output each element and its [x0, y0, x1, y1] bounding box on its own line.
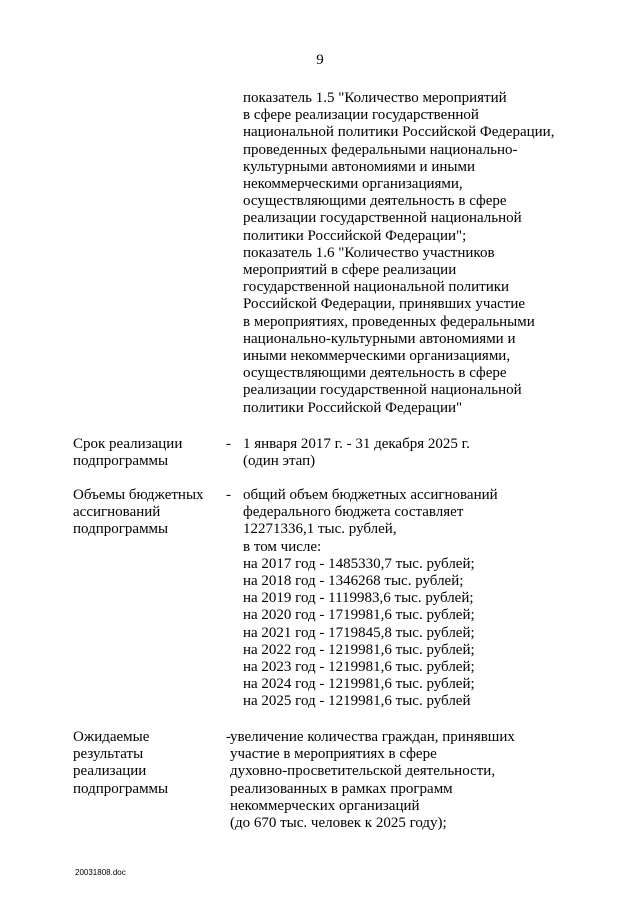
separator-dash: -	[226, 436, 231, 452]
indicators-text	[243, 90, 554, 417]
value-line: (один этап)	[243, 453, 316, 470]
indicators-line: реализации государственной национальной	[243, 210, 522, 227]
value-line: увеличение количества граждан, принявших	[230, 729, 515, 745]
budget-year-line: на 2019 год - 1119983,6 тыс. рублей;	[243, 590, 474, 607]
indicators-line: Российской Федерации, принявших участие	[243, 296, 526, 313]
section-value	[243, 487, 498, 711]
budget-year-line: на 2021 год - 1719845,8 тыс. рублей;	[243, 624, 475, 641]
indicators-line: государственной национальной политики	[243, 279, 510, 296]
section-label	[73, 487, 204, 539]
indicators-line: политики Российской Федерации";	[243, 227, 467, 244]
label-line: Ожидаемые	[73, 729, 150, 745]
indicators-line: показатель 1.6 "Количество участников	[243, 244, 495, 261]
budget-year-line: на 2024 год - 1219981,6 тыс. рублей;	[243, 676, 475, 693]
indicators-line: в мероприятиях, проведенных федеральными	[243, 313, 535, 330]
label-line: подпрограммы	[73, 453, 169, 470]
section-label	[73, 729, 168, 798]
label-line: результаты	[73, 746, 144, 763]
label-line: реализации	[73, 763, 147, 780]
value-line: 1 января 2017 г. - 31 декабря 2025 г.	[243, 436, 470, 452]
indicators-line: показатель 1.5 "Количество мероприятий	[243, 90, 507, 106]
indicators-line: иными некоммерческими организациями,	[243, 348, 511, 365]
indicators-line: осуществляющими деятельность в сфере	[243, 365, 507, 382]
value-line: общий объем бюджетных ассигнований	[243, 487, 498, 503]
value-line: участие в мероприятиях в сфере	[230, 746, 437, 763]
section-value	[230, 729, 515, 832]
value-line: 12271336,1 тыс. рублей,	[243, 521, 397, 538]
budget-year-line: на 2020 год - 1719981,6 тыс. рублей;	[243, 607, 475, 624]
budget-year-line: на 2025 год - 1219981,6 тыс. рублей	[243, 693, 471, 710]
budget-year-line: на 2022 год - 1219981,6 тыс. рублей;	[243, 641, 475, 658]
indicators-line: национально-культурными автономиями и	[243, 330, 516, 347]
label-line: ассигнований	[73, 504, 161, 521]
label-line: подпрограммы	[73, 521, 169, 538]
label-line: Срок реализации	[73, 436, 183, 452]
section-label	[73, 436, 182, 470]
indicators-line: мероприятий в сфере реализации	[243, 262, 457, 279]
indicators-line: политики Российской Федерации"	[243, 399, 463, 416]
indicators-line: культурными автономиями и иными	[243, 158, 475, 175]
value-line: в том числе:	[243, 538, 322, 555]
separator-dash: -	[226, 729, 231, 745]
value-line: (до 670 тыс. человек к 2025 году);	[230, 815, 447, 832]
section-value	[243, 436, 470, 470]
indicators-line: некоммерческими организациями,	[243, 176, 463, 193]
value-line: реализованных в рамках программ	[230, 780, 453, 797]
document-code: 20031808.doc	[75, 868, 126, 877]
value-line: духовно-просветительской деятельности,	[230, 763, 496, 780]
indicators-line: осуществляющими деятельность в сфере	[243, 193, 507, 210]
value-line: федерального бюджета составляет	[243, 504, 464, 521]
label-line: Объемы бюджетных	[73, 487, 204, 503]
label-line: подпрограммы	[73, 780, 169, 797]
indicators-line: в сфере реализации государственной	[243, 107, 479, 124]
value-line: некоммерческих организаций	[230, 797, 420, 814]
indicators-line: национальной политики Российской Федерации,	[243, 124, 555, 141]
budget-year-line: на 2017 год - 1485330,7 тыс. рублей;	[243, 555, 475, 572]
separator-dash: -	[226, 487, 231, 503]
indicators-line: проведенных федеральными национально-	[243, 141, 518, 158]
page-number: 9	[316, 52, 324, 68]
budget-year-line: на 2023 год - 1219981,6 тыс. рублей;	[243, 659, 475, 676]
indicators-line: реализации государственной национальной	[243, 382, 522, 399]
budget-year-line: на 2018 год - 1346268 тыс. рублей;	[243, 573, 464, 590]
